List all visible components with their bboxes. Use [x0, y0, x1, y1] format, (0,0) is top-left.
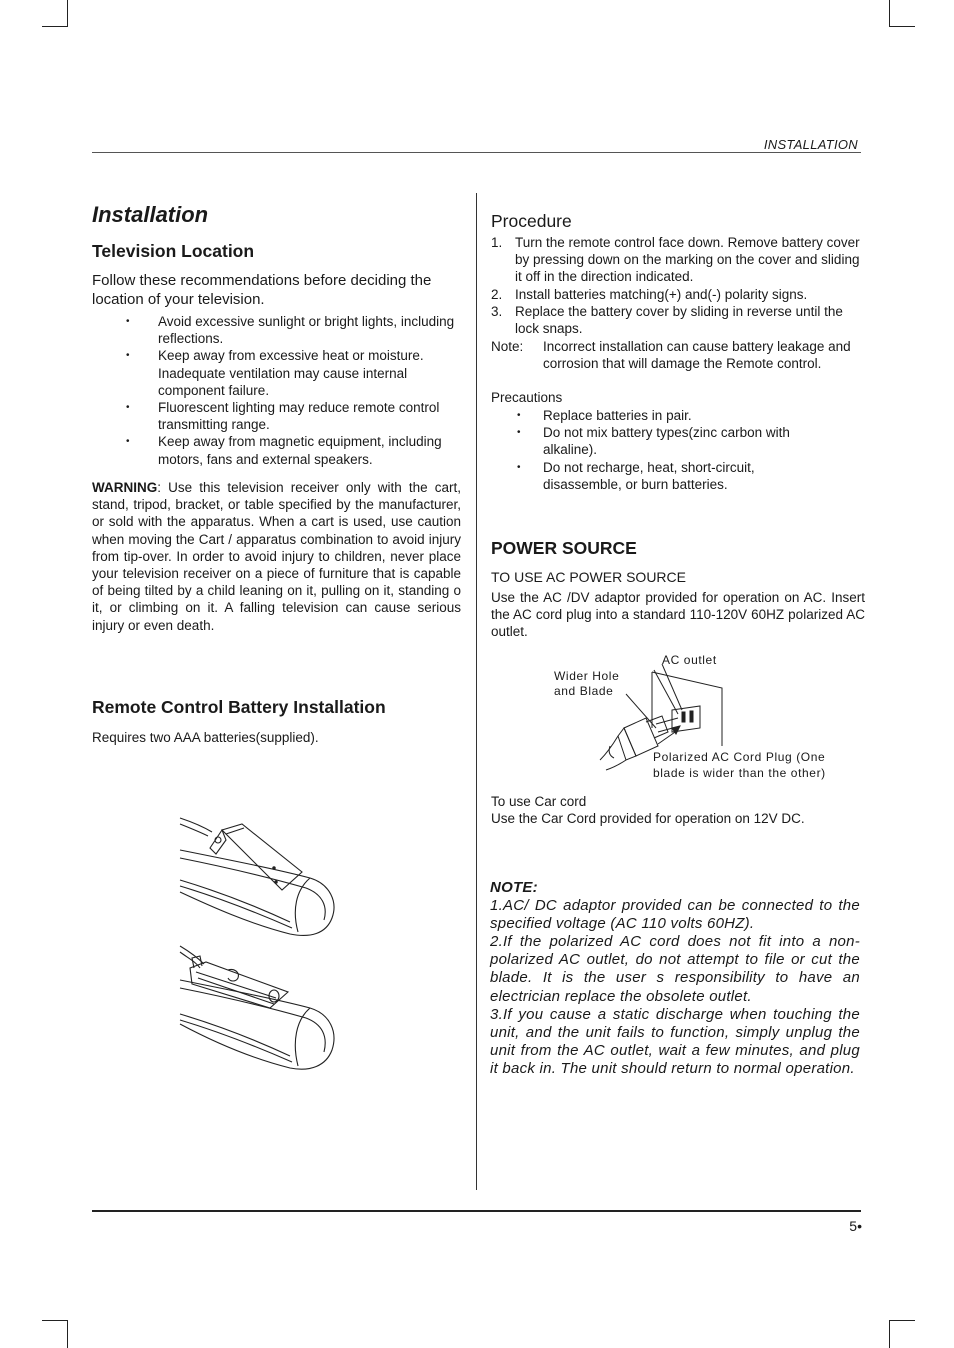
- bullet-icon: •: [517, 410, 521, 421]
- bullet-icon: •: [126, 436, 130, 448]
- bullet-icon: •: [517, 427, 521, 439]
- tv-location-intro: Follow these recommendations before deciding the location of your television.: [92, 272, 432, 308]
- tv-location-bullets: [92, 313, 464, 468]
- list-item: • Replace batteries in pair.: [517, 408, 692, 423]
- ac-power-heading: TO USE AC POWER SOURCE: [491, 569, 686, 585]
- tv-location-heading: Television Location: [92, 241, 255, 261]
- precautions-list: [491, 407, 831, 493]
- list-item: 2. Install batteries matching(+) and(-) polarity signs.: [491, 286, 808, 302]
- bullet-icon: •: [126, 402, 130, 414]
- bullet-icon: •: [857, 1218, 862, 1234]
- list-item: • Fluorescent lighting may reduce remote control transmitting range.: [126, 400, 440, 433]
- ac-outlet-plug-diagram: [596, 664, 728, 772]
- section-label: INSTALLATION: [763, 137, 858, 152]
- ac-outlet-label: AC outlet: [662, 653, 717, 667]
- plug-label-1: Polarized AC Cord Plug (One: [653, 750, 826, 764]
- list-item: 3. Replace the battery cover by sliding in reverse until the lock snaps.: [491, 303, 843, 337]
- crop-mark-tr-v: [889, 0, 890, 26]
- warning-label: WARNING: [92, 480, 158, 495]
- crop-mark-tr-h: [889, 26, 915, 27]
- procedure-heading: Procedure: [491, 211, 572, 231]
- bullet-icon: •: [126, 350, 130, 362]
- procedure-note: [491, 338, 863, 390]
- column-divider: [476, 193, 477, 1190]
- remote-heading: Remote Control Battery Installation: [92, 697, 386, 717]
- list-item: • Do not recharge, heat, short-circuit, disassemble, or burn batteries.: [517, 459, 755, 492]
- note-item-3: 3.If you cause a static discharge when touching the unit, and the unit fails to function, simply unplug the unit from the AC outlet, wait a few minutes, and plug it back in. The unit should return to normal operation.: [490, 1005, 860, 1077]
- list-item: • Do not mix battery types(zinc carbon with alkaline).: [517, 425, 790, 458]
- bullet-icon: •: [126, 316, 130, 327]
- header-rule: [92, 152, 861, 153]
- footer-rule: [92, 1210, 861, 1212]
- note-label: Note:: [491, 339, 524, 354]
- car-cord-heading: To use Car cord: [491, 794, 587, 809]
- wider-hole-label-2: and Blade: [554, 684, 614, 698]
- remote-battery-illustration: [170, 810, 350, 1090]
- list-item: • Keep away from excessive heat or moisture. Inadequate ventilation may cause internal component failure.: [126, 348, 424, 398]
- wider-hole-label-1: Wider Hole: [554, 669, 620, 683]
- page-title: Installation: [92, 202, 209, 227]
- plug-label-2: blade is wider than the other): [653, 766, 826, 780]
- crop-mark-tl-h: [42, 26, 68, 27]
- warning-text: : Use this television receiver only with the cart, stand, tripod, bracket, or table specified by the manufacturer, or sold with the apparatus. When a cart is used, use caution when moving the Cart / apparatus combination to avoid injury from tip-over. In order to avoid injury to children, never place your television receiver on a piece of furniture that is capable of being tilted by a child leaning on it, pulling on it, standing o it, or climbing on it. A falling television can cause serious injury or even death.: [92, 480, 461, 633]
- remote-text: Requires two AAA batteries(supplied).: [92, 730, 319, 745]
- list-item: 1. Turn the remote control face down. Remove battery cover by pressing down on the marking on the cover and sliding it off in the direction indicated.: [491, 235, 860, 285]
- note-text: Incorrect installation can cause battery leakage and corrosion that will damage the Remote control.: [543, 339, 851, 372]
- note-block: [490, 879, 860, 1078]
- note-heading: NOTE:: [490, 879, 538, 896]
- crop-mark-bl-h: [42, 1320, 68, 1321]
- bullet-icon: •: [517, 461, 521, 473]
- precautions-label: Precautions: [491, 390, 563, 405]
- page-number: 5•: [849, 1218, 862, 1234]
- crop-mark-bl-v: [67, 1320, 68, 1348]
- note-item-1: 1.AC/ DC adaptor provided can be connected to the specified voltage (AC 110 volts 60HZ).: [490, 897, 860, 933]
- procedure-steps: [491, 234, 863, 337]
- car-cord-text: Use the Car Cord provided for operation on 12V DC.: [491, 811, 805, 826]
- warning-paragraph: [92, 479, 461, 634]
- crop-mark-br-h: [889, 1320, 915, 1321]
- ac-power-text: Use the AC /DV adaptor provided for operation on AC. Insert the AC cord plug into a standard 110-120V 60HZ polarized AC outlet.: [491, 590, 865, 640]
- list-item: • Avoid excessive sunlight or bright lights, including reflections.: [126, 314, 455, 347]
- power-source-heading: POWER SOURCE: [491, 538, 637, 558]
- crop-mark-br-v: [889, 1320, 890, 1348]
- note-item-2: 2.If the polarized AC cord does not fit into a non-polarized AC outlet, do not attempt to file or cut the blade. It is the user s responsibility to have an electrician replace the obsolete outlet.: [490, 933, 860, 1005]
- crop-mark-tl-v: [67, 0, 68, 26]
- list-item: • Keep away from magnetic equipment, including motors, fans and external speakers.: [126, 434, 442, 467]
